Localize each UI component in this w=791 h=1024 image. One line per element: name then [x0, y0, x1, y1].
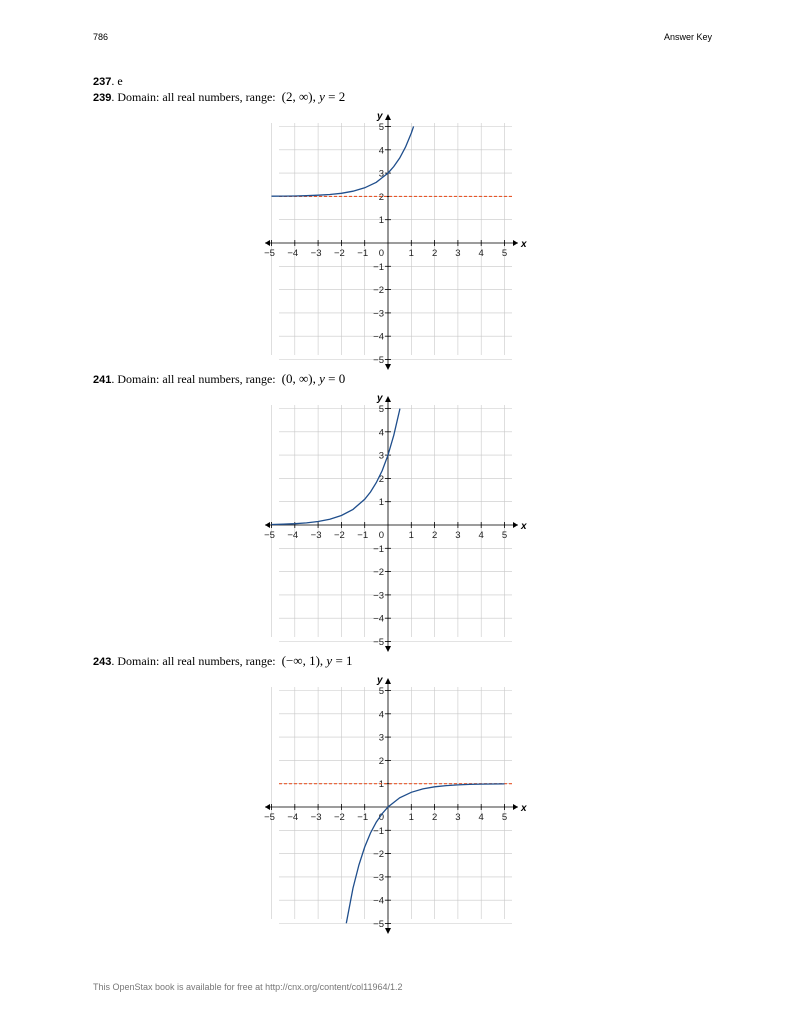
answer-241	[93, 372, 345, 387]
x-tick-label: 3	[455, 530, 461, 541]
range-interval: (−∞, 1),	[281, 653, 324, 668]
footer-note: This OpenStax book is available for free at http://cnx.org/content/col11964/1.2	[93, 982, 403, 992]
x-tick-label: 2	[431, 248, 438, 259]
x-tick-label: 1	[408, 248, 414, 259]
x-tick-label: −1	[357, 530, 369, 541]
y-tick-label: 1	[378, 215, 384, 227]
answer-number: 239	[93, 92, 112, 104]
range-expression	[282, 89, 346, 104]
running-head: Answer Key	[663, 32, 712, 42]
y-tick-label: −4	[373, 331, 384, 343]
origin-label: 0	[378, 530, 384, 541]
graph-241	[262, 392, 532, 647]
function-curve	[272, 126, 414, 196]
x-tick-label: 4	[478, 812, 484, 823]
answer-239	[93, 90, 345, 105]
range-expression	[282, 653, 353, 668]
answer-243	[93, 654, 353, 669]
asymptote-variable: y	[319, 89, 325, 104]
y-tick-label: −5	[373, 637, 384, 648]
range-expression	[282, 371, 346, 386]
x-tick-label: 3	[455, 248, 461, 259]
x-tick-label: 2	[431, 530, 438, 541]
y-tick-label: −2	[373, 567, 384, 579]
x-axis-label: x	[521, 239, 527, 250]
x-axis-label: x	[521, 803, 527, 814]
y-tick-label: 3	[378, 732, 384, 744]
x-tick-label: 5	[501, 530, 508, 541]
answer-237	[93, 74, 123, 89]
asymptote-equation: = 2	[328, 89, 346, 104]
x-tick-label: −3	[310, 812, 322, 823]
x-tick-label: −5	[264, 812, 275, 823]
x-tick-label: −2	[333, 248, 345, 259]
answer-text: . Domain: all real numbers, range:	[111, 654, 276, 668]
x-tick-label: −3	[310, 530, 322, 541]
y-tick-label: 2	[378, 191, 384, 203]
y-tick-label: 5	[378, 404, 384, 415]
x-tick-label: −1	[357, 248, 369, 259]
y-tick-label: −5	[373, 919, 384, 930]
y-tick-label: −2	[373, 849, 384, 861]
page-number: 786	[93, 32, 109, 42]
x-tick-label: 4	[478, 530, 484, 541]
y-tick-label: −3	[373, 590, 384, 602]
asymptote-variable: y	[326, 653, 333, 668]
y-tick-label: 4	[378, 145, 384, 157]
x-axis-label: x	[521, 521, 527, 532]
y-tick-label: −4	[373, 613, 384, 625]
x-tick-label: −2	[333, 530, 345, 541]
y-tick-label: −1	[373, 543, 384, 555]
x-tick-label: 4	[478, 248, 484, 259]
y-axis-label: y	[377, 675, 383, 686]
x-tick-label: 2	[431, 812, 438, 823]
x-tick-label: −1	[357, 812, 369, 823]
x-tick-label: −4	[287, 248, 299, 259]
y-tick-label: −3	[373, 872, 384, 884]
answer-number: 241	[93, 374, 112, 386]
y-tick-label: −3	[373, 308, 384, 320]
y-tick-label: 3	[378, 450, 384, 462]
asymptote-equation: = 1	[335, 653, 353, 668]
origin-label: 0	[378, 248, 384, 259]
x-tick-label: −5	[264, 248, 275, 259]
y-tick-label: −1	[373, 825, 384, 837]
y-tick-label: −2	[373, 285, 384, 297]
x-tick-label: 1	[408, 812, 414, 823]
y-tick-label: −4	[373, 895, 384, 907]
y-axis-label: y	[377, 111, 383, 122]
x-tick-label: 1	[408, 530, 414, 541]
x-tick-label: 3	[455, 812, 461, 823]
origin-label: 0	[378, 812, 384, 823]
graph-239	[262, 110, 532, 365]
y-tick-label: 4	[378, 709, 384, 721]
x-tick-label: −3	[310, 248, 322, 259]
graph-243	[262, 674, 532, 929]
y-axis-label: y	[377, 393, 383, 404]
y-tick-label: 2	[378, 755, 384, 767]
y-tick-label: −1	[373, 261, 384, 273]
asymptote-variable: y	[319, 371, 325, 386]
y-tick-label: 4	[378, 427, 384, 439]
x-tick-label: −4	[287, 812, 299, 823]
range-interval: (2, ∞),	[281, 89, 316, 104]
x-tick-label: −5	[264, 530, 275, 541]
y-tick-label: 2	[378, 473, 384, 485]
answer-text: . Domain: all real numbers, range:	[111, 372, 276, 386]
asymptote-equation: = 0	[328, 371, 346, 386]
answer-text: . Domain: all real numbers, range:	[111, 90, 276, 104]
y-tick-label: 1	[378, 497, 384, 509]
x-tick-label: 5	[501, 812, 508, 823]
answer-text: . e	[111, 74, 123, 88]
x-tick-label: 5	[501, 248, 508, 259]
range-interval: (0, ∞),	[281, 371, 316, 386]
x-tick-label: −2	[333, 812, 345, 823]
answer-number: 237	[93, 76, 112, 88]
y-tick-label: 3	[378, 168, 384, 180]
y-tick-label: −5	[373, 355, 384, 366]
answer-number: 243	[93, 656, 112, 668]
y-tick-label: 5	[378, 122, 384, 133]
y-tick-label: 5	[378, 686, 384, 697]
x-tick-label: −4	[287, 530, 299, 541]
y-tick-label: 1	[378, 779, 384, 791]
